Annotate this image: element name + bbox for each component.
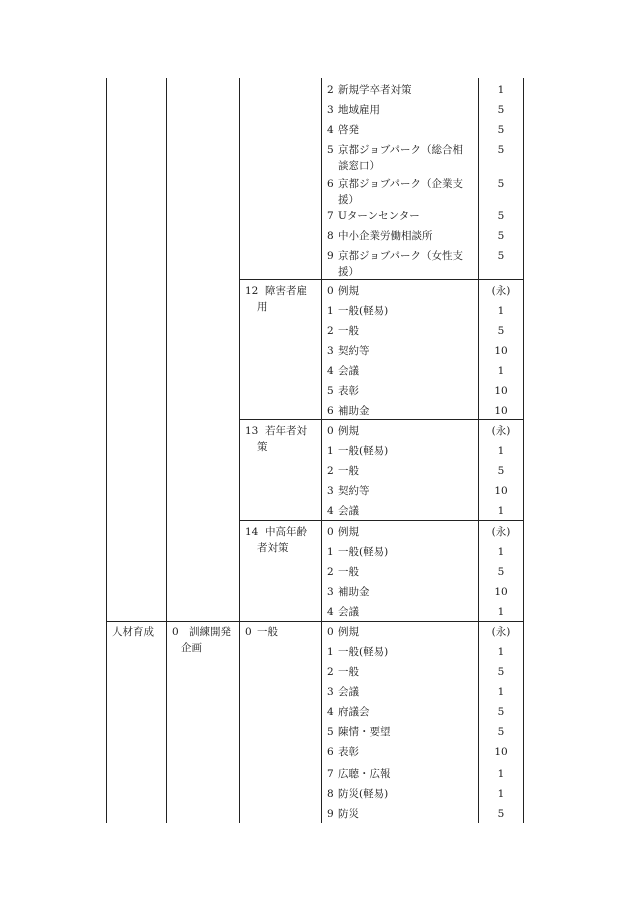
item-name: 契約等	[338, 485, 370, 497]
retention-period: 5	[497, 178, 505, 190]
item-name: 一般(軽易)	[338, 445, 389, 457]
retention-period: 10	[494, 485, 508, 497]
category-label: 人材育成	[112, 626, 154, 638]
retention-period: 5	[497, 210, 505, 222]
item-name-cont: 援）	[338, 266, 359, 278]
item-code: 4	[327, 505, 334, 517]
item-code: 6	[327, 178, 334, 190]
item-code: 5	[327, 385, 334, 397]
retention-period: 10	[494, 345, 508, 357]
retention-period: 10	[494, 405, 508, 417]
item-name: 京都ジョブパーク（女性支	[338, 250, 463, 262]
retention-period: 5	[497, 230, 505, 242]
item-code: 3	[327, 345, 334, 357]
item-name: 会議	[338, 686, 359, 698]
group-code: 14	[245, 526, 259, 538]
retention-period: 5	[497, 808, 505, 820]
item-name: 地域雇用	[338, 104, 380, 116]
retention-period: 5	[497, 465, 505, 477]
group-label-cont: 用	[257, 301, 268, 313]
item-name-cont: 談窓口）	[338, 160, 380, 172]
item-name: 例規	[338, 285, 359, 297]
retention-period: 5	[497, 124, 505, 136]
retention-period: 5	[497, 144, 505, 156]
retention-period: 1	[497, 606, 505, 618]
retention-period: 1	[497, 365, 505, 377]
group-divider	[239, 520, 524, 521]
retention-period: (永)	[491, 626, 511, 638]
item-code: 4	[327, 706, 334, 718]
item-name: 一般	[338, 666, 359, 678]
item-name: 例規	[338, 526, 359, 538]
col-line	[321, 78, 322, 823]
item-name: 例規	[338, 626, 359, 638]
group-label: 一般	[257, 626, 278, 638]
item-name: 例規	[338, 425, 359, 437]
item-code: 3	[327, 686, 334, 698]
col-line	[166, 78, 167, 823]
item-name: 補助金	[338, 586, 370, 598]
retention-period: 1	[497, 305, 505, 317]
item-code: 3	[327, 104, 334, 116]
item-code: 1	[327, 646, 334, 658]
item-name: 補助金	[338, 405, 370, 417]
item-code: 8	[327, 230, 334, 242]
item-name: 一般	[338, 566, 359, 578]
item-code: 2	[327, 465, 334, 477]
group-label: 中高年齢	[265, 526, 307, 538]
item-name: 防災	[338, 808, 359, 820]
subcategory-label: 訓練開発	[189, 626, 231, 638]
item-code: 1	[327, 445, 334, 457]
item-code: 0	[327, 285, 334, 297]
item-code: 0	[327, 526, 334, 538]
item-code: 0	[327, 425, 334, 437]
section-divider	[106, 621, 524, 622]
col-line	[106, 78, 107, 823]
retention-period: 10	[494, 385, 508, 397]
retention-period: 5	[497, 666, 505, 678]
item-code: 7	[327, 768, 334, 780]
group-label-cont: 者対策	[257, 542, 289, 554]
item-code: 3	[327, 586, 334, 598]
item-code: 7	[327, 210, 334, 222]
item-code: 2	[327, 666, 334, 678]
item-code: 9	[327, 808, 334, 820]
item-name: 一般(軽易)	[338, 646, 389, 658]
item-code: 0	[327, 626, 334, 638]
item-name: 一般	[338, 465, 359, 477]
item-name: 広聴・広報	[338, 768, 391, 780]
item-code: 5	[327, 144, 334, 156]
group-code: 12	[245, 285, 259, 297]
group-code: 0	[245, 626, 252, 638]
item-name: 表彰	[338, 746, 359, 758]
item-name: 府議会	[338, 706, 370, 718]
item-code: 2	[327, 84, 334, 96]
item-name: 中小企業労働相談所	[338, 230, 433, 242]
col-line	[523, 78, 524, 823]
retention-period: 1	[497, 505, 505, 517]
retention-period: (永)	[491, 526, 511, 538]
retention-period: 1	[497, 84, 505, 96]
retention-period: 5	[497, 250, 505, 262]
item-name: 京都ジョブパーク（総合相	[338, 144, 463, 156]
retention-period: 5	[497, 104, 505, 116]
item-code: 3	[327, 485, 334, 497]
col-line	[239, 78, 240, 823]
group-divider	[239, 419, 524, 420]
item-code: 9	[327, 250, 334, 262]
retention-period: (永)	[491, 425, 511, 437]
item-code: 8	[327, 788, 334, 800]
group-code: 13	[245, 425, 259, 437]
group-label: 若年者対	[265, 425, 307, 437]
item-name: 会議	[338, 606, 359, 618]
item-name: 防災(軽易)	[338, 788, 389, 800]
item-code: 6	[327, 746, 334, 758]
retention-period: 1	[497, 546, 505, 558]
item-name: Uターンセンター	[338, 210, 420, 222]
retention-period: 1	[497, 788, 505, 800]
item-name: 会議	[338, 505, 359, 517]
retention-period: 10	[494, 746, 508, 758]
subcategory-label-cont: 企画	[181, 642, 202, 654]
retention-period: 1	[497, 768, 505, 780]
item-name: 新規学卒者対策	[338, 84, 412, 96]
retention-period: 5	[497, 726, 505, 738]
item-code: 2	[327, 325, 334, 337]
group-label: 障害者雇	[265, 285, 307, 297]
item-name: 一般(軽易)	[338, 305, 389, 317]
item-name: 京都ジョブパーク（企業支	[338, 178, 463, 190]
item-code: 1	[327, 546, 334, 558]
item-code: 1	[327, 305, 334, 317]
item-code: 4	[327, 365, 334, 377]
item-name: 陳情・要望	[338, 726, 391, 738]
retention-period: 1	[497, 445, 505, 457]
group-label-cont: 策	[257, 441, 268, 453]
item-name-cont: 援）	[338, 194, 359, 206]
item-name: 啓発	[338, 124, 359, 136]
retention-period: 10	[494, 586, 508, 598]
item-name: 一般(軽易)	[338, 546, 389, 558]
item-name: 会議	[338, 365, 359, 377]
retention-period: 1	[497, 686, 505, 698]
retention-period: 5	[497, 706, 505, 718]
item-code: 5	[327, 726, 334, 738]
item-code: 2	[327, 566, 334, 578]
item-name: 契約等	[338, 345, 370, 357]
retention-period: 5	[497, 566, 505, 578]
item-name: 一般	[338, 325, 359, 337]
subcategory-code: 0	[172, 626, 179, 638]
group-divider	[239, 279, 524, 280]
item-code: 4	[327, 606, 334, 618]
retention-period: 5	[497, 325, 505, 337]
item-name: 表彰	[338, 385, 359, 397]
item-code: 6	[327, 405, 334, 417]
retention-period: 1	[497, 646, 505, 658]
item-code: 4	[327, 124, 334, 136]
retention-period: (永)	[491, 285, 511, 297]
